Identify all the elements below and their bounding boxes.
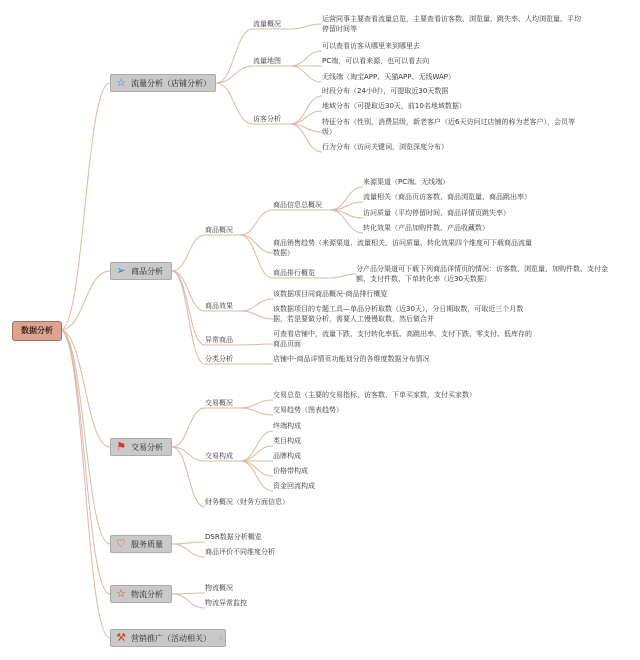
flag-icon: ⚑ <box>116 440 126 453</box>
connector-line <box>172 447 205 507</box>
connector-line <box>240 408 273 415</box>
connector-line <box>240 461 273 476</box>
connector-line <box>330 274 356 278</box>
branch-trade-label: 交易分析 <box>131 443 163 452</box>
logistics-item: 物流异常监控 <box>205 599 247 607</box>
connector-line <box>240 299 273 311</box>
connector-line <box>240 461 273 491</box>
product-rank[interactable]: 商品排行概览 <box>273 269 315 277</box>
product-trend: 商品销售趋势（来源渠道、流量相关、访问质量、转化效果四个维度可下载商品流量数据） <box>273 239 532 257</box>
visitor-item: 地域分布（可提取近30天，前10名地域数据） <box>322 102 466 110</box>
product-abnormal[interactable]: 异常商品 <box>205 336 233 344</box>
product-rank-desc: 分产品分渠道可下载下列商品详情页的情况：访客数、浏览量、加购件数、支付金额、支付件数、下单转化率（近30天数据） <box>356 265 608 283</box>
connector-line <box>290 96 322 124</box>
traffic-map-item: 无线端（淘宝APP、天猫APP、无线WAP） <box>322 73 456 81</box>
root-node[interactable]: 数据分析 <box>12 321 62 341</box>
trade-structure-item: 品牌构成 <box>273 452 301 460</box>
connector-line <box>290 24 322 29</box>
trade-overview[interactable]: 交易概况 <box>205 399 233 407</box>
connector-line <box>172 542 205 544</box>
connector-line <box>216 66 253 83</box>
connector-line <box>290 66 322 82</box>
trade-structure-item: 价格带构成 <box>273 467 308 475</box>
service-item: DSR数据分析概览 <box>205 533 262 541</box>
connector-line <box>240 235 273 253</box>
product-info-item: 转化效果（产品加购件数、产品收藏数） <box>363 224 489 232</box>
traffic-overview[interactable]: 流量概况 <box>253 20 281 28</box>
trade-structure-item: 资金回流构成 <box>273 482 315 490</box>
more-badge[interactable]: ⁘ <box>217 634 225 643</box>
service-item: 商品评价不同维度分析 <box>205 548 275 556</box>
trade-finance[interactable]: 财务概况（财务方面信息） <box>205 498 289 506</box>
trade-structure[interactable]: 交易构成 <box>205 452 233 460</box>
branch-marketing-label: 营销推广（活动相关） <box>131 634 211 643</box>
product-effect-item: 该数据项目同商品概况-商品排行概览 <box>273 290 388 298</box>
traffic-overview-desc: 运营同事主要查看流量总览，主要查看访客数、浏览量、跳失率、人均浏览量、平均停留时间等 <box>322 15 581 33</box>
branch-product[interactable] <box>110 262 172 280</box>
connector-line <box>60 330 110 594</box>
product-effect-item: 该数据项目的专题工具—单品分析取数（近30天），分日期取数，可取近三个月数据，若是要做分析，需要人工慢慢取数，然后做合并 <box>273 305 524 323</box>
star-icon: ☆ <box>116 587 126 600</box>
connector-line <box>172 271 205 311</box>
paper-plane-icon: ➢ <box>116 264 126 277</box>
connector-line <box>290 51 322 66</box>
traffic-visitor[interactable]: 访客分析 <box>253 115 281 123</box>
connector-line <box>172 271 205 345</box>
product-info[interactable]: 商品信息总概况 <box>273 201 322 209</box>
connector-line <box>240 311 273 319</box>
connector-line <box>240 235 273 278</box>
trade-structure-item: 类目构成 <box>273 437 301 445</box>
connector-line <box>60 330 110 447</box>
connector-line <box>172 593 205 594</box>
product-category-desc: 店铺中-商品详情页功能划分的各维度数据分布情况 <box>273 355 430 363</box>
visitor-item: 特征分布（性别，消费层级，新老客户（近6天访问过店铺的称为老客户），会员等级） <box>322 118 575 136</box>
heart-icon: ♡ <box>116 537 126 550</box>
connector-line <box>240 344 273 345</box>
branch-trade[interactable] <box>110 438 172 456</box>
connector-line <box>172 408 205 447</box>
branch-service[interactable] <box>110 535 172 553</box>
branch-service-label: 服务质量 <box>131 540 163 549</box>
connector-line <box>216 83 253 124</box>
trade-structure-item: 终端构成 <box>273 422 301 430</box>
connector-line <box>172 544 205 557</box>
logistics-item: 物流概况 <box>205 584 233 592</box>
connector-line <box>240 431 273 461</box>
connector-line <box>290 111 322 124</box>
connector-line <box>60 83 110 330</box>
visitor-item: 行为分布（访问关键词，浏览深度分布） <box>322 143 448 151</box>
product-info-item: 流量相关（商品页访客数、商品浏览量、商品跳出率） <box>363 193 531 201</box>
product-overview[interactable]: 商品概况 <box>205 226 233 234</box>
visitor-item: 时段分布（24小时），可提取近30天数据 <box>322 87 449 95</box>
trade-overview-item: 交易趋势（图表趋势） <box>273 406 343 414</box>
branch-traffic-label: 流量分析（店铺分析） <box>131 79 211 88</box>
connector-line <box>172 594 205 608</box>
product-category[interactable]: 分类分析 <box>205 355 233 363</box>
branch-traffic[interactable] <box>110 74 216 92</box>
tools-icon: ⚒ <box>116 631 126 644</box>
star-icon: ☆ <box>116 76 126 89</box>
branch-logistics[interactable] <box>110 585 172 603</box>
connector-line <box>240 400 273 408</box>
product-effect[interactable]: 商品效果 <box>205 302 233 310</box>
connector-line <box>172 271 205 364</box>
connector-line <box>60 330 110 544</box>
product-abnormal-desc: 可查看店铺中，流量下跌、支付转化率低、高跳出率、支付下跌、零支付、低库存的商品页面 <box>273 330 532 348</box>
product-info-item: 来源渠道（PC端、无线端） <box>363 178 450 186</box>
connector-line <box>172 235 205 271</box>
product-info-item: 访问质量（平均停留时间、商品详情页跳失率） <box>363 209 510 217</box>
branch-logistics-label: 物流分析 <box>131 590 163 599</box>
traffic-map-item: 可以查看访客从哪里来到哪里去 <box>322 42 420 50</box>
branch-marketing[interactable] <box>110 629 226 647</box>
traffic-map-item: PC端，可以看来源，也可以看去向 <box>322 57 430 65</box>
connector-line <box>240 210 273 235</box>
connector-line <box>60 330 110 638</box>
branch-product-label: 商品分析 <box>131 267 163 276</box>
trade-overview-item: 交易总览（主要的交易指标，访客数、下单买家数，支付买家数） <box>273 391 476 399</box>
traffic-map[interactable]: 流量地图 <box>253 57 281 65</box>
connector-line <box>240 446 273 461</box>
